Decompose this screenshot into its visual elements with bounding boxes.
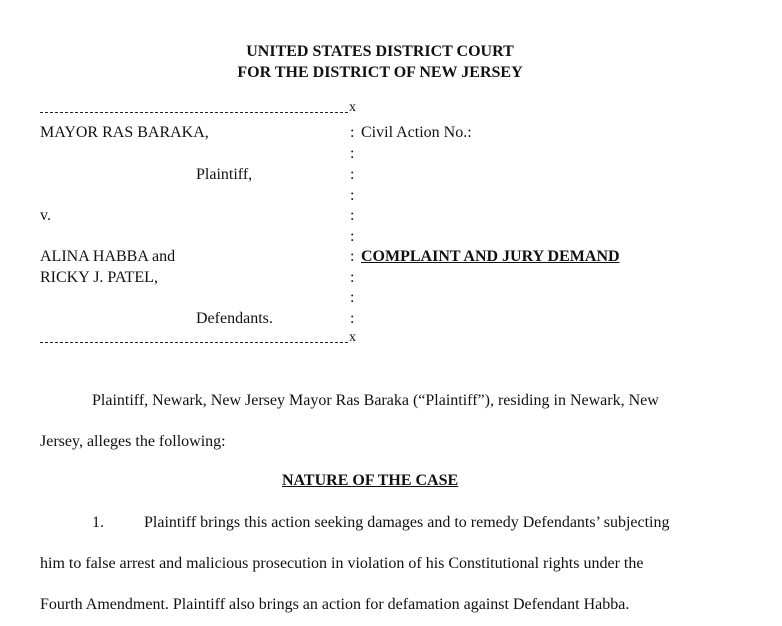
caption-divider-4: : [350,187,355,204]
caption-divider-7: : [350,248,355,265]
caption-divider-1: : [350,124,355,141]
plaintiff-name: MAYOR RAS BARAKA, [40,124,209,141]
court-district: FOR THE DISTRICT OF NEW JERSEY [237,64,523,81]
defendant-line-1: ALINA HABBA and [40,248,176,265]
court-name: UNITED STATES DISTRICT COURT [246,43,514,60]
paragraph-1-line-2: him to false arrest and malicious prosecution in violation of his Constitutional rights under the [40,555,644,572]
caption-bottom-dashes [40,342,348,343]
caption-divider-9: : [350,289,355,306]
caption-top-rule-end: x [349,100,356,115]
paragraph-1-line-1: Plaintiff brings this action seeking damages and to remedy Defendants’ subjecting [144,514,670,531]
caption-top-dashes [40,112,348,113]
caption-divider-3: : [350,166,355,183]
caption-divider-2: : [350,145,355,162]
caption-divider-8: : [350,269,355,286]
plaintiff-label: Plaintiff, [196,166,253,183]
caption-divider-6: : [350,228,355,245]
defendants-label: Defendants. [196,310,273,327]
paragraph-1-line-3: Fourth Amendment. Plaintiff also brings an action for defamation against Defendant Habba. [40,596,630,613]
paragraph-1-number: 1. [92,514,104,531]
intro-line-2: Jersey, alleges the following: [40,433,226,450]
complaint-title: COMPLAINT AND JURY DEMAND [361,248,620,265]
defendant-line-2: RICKY J. PATEL, [40,269,158,286]
caption-divider-5: : [350,207,355,224]
section-heading-nature: NATURE OF THE CASE [282,472,459,489]
caption-bottom-rule [40,330,358,348]
civil-action-label: Civil Action No.: [361,124,472,141]
caption-divider-10: : [350,310,355,327]
caption-top-rule [40,100,358,118]
intro-line-1: Plaintiff, Newark, New Jersey Mayor Ras Baraka (“Plaintiff”), residing in Newark, New [92,392,659,409]
versus: v. [40,207,51,224]
caption-bottom-rule-end: x [349,330,356,345]
